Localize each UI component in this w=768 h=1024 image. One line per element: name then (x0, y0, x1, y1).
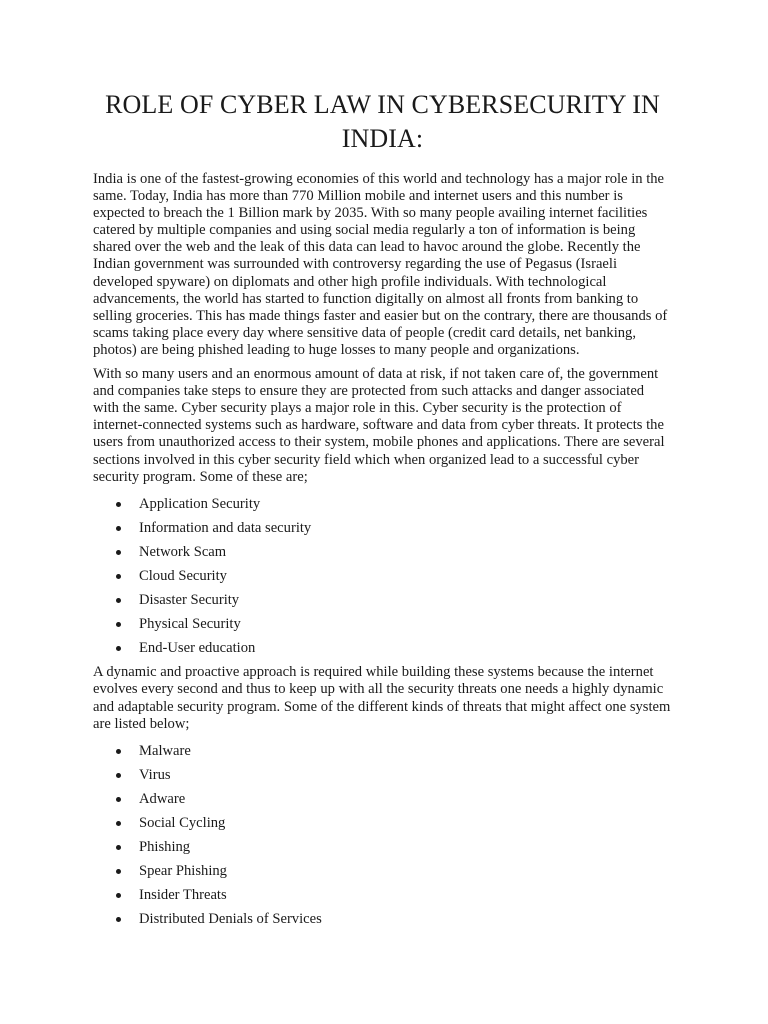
list-item-text: Cloud Security (139, 567, 227, 584)
list-item-text: Spear Phishing (139, 863, 227, 880)
list-item-text: Network Scam (139, 543, 227, 560)
list-item-text: Phishing (139, 839, 191, 856)
threats-list (93, 739, 672, 932)
title-line: ROLE OF CYBER LAW IN CYBERSECURITY IN (105, 90, 660, 119)
bullet-icon (116, 797, 121, 802)
list-item (93, 907, 672, 931)
bullet-icon (116, 773, 121, 778)
list-item-text: Malware (139, 742, 191, 759)
bullet-icon (116, 598, 121, 603)
bullet-icon (116, 917, 121, 922)
list-item-text: Adware (139, 790, 186, 807)
list-item-text: Insider Threats (139, 887, 227, 904)
bullet-icon (116, 821, 121, 826)
list-item-text: Physical Security (139, 616, 241, 633)
list-item-text: Distributed Denials of Services (139, 911, 322, 928)
list-item (93, 612, 672, 636)
bullet-icon (116, 502, 121, 507)
bullet-icon (116, 845, 121, 850)
list-item (93, 787, 672, 811)
list-item-text: Application Security (139, 495, 261, 512)
bullet-icon (116, 622, 121, 627)
list-item (93, 859, 672, 883)
list-item (93, 516, 672, 540)
bullet-icon (116, 646, 121, 651)
list-item (93, 811, 672, 835)
list-item (93, 564, 672, 588)
list-item-text: Information and data security (139, 519, 312, 536)
intro-paragraph: India is one of the fastest-growing economies of this world and technology has a major role in the same. Today, India has more than 770 Million mobile and internet users and this number is expected to breach the 1 Billion mark by 2035. With so many people availing internet facilities catered by multiple companies and using social media regularly a ton of information is being shared over the web and the leak of this data can lead to havoc around the globe. Recently the Indian government was surrounded with controversy regarding the use of Pegasus (Israeli developed spyware) on diplomats and other high profile individuals. With technological advancements, the world has started to function digitally on almost all fronts from banking to selling groceries. This has made things faster and easier but on the contrary, there are thousands of scams taking place every day where sensitive data of people (credit card details, net banking, photos) are being phished leading to huge losses to many people and organizations. (93, 171, 668, 358)
list-item-text: Social Cycling (139, 815, 226, 831)
list-item-text: End-User education (139, 640, 256, 657)
list-item (93, 883, 672, 907)
list-item (93, 739, 672, 763)
security-sections-list (93, 492, 672, 661)
bullet-icon (116, 749, 121, 754)
bullet-icon (116, 869, 121, 874)
list-item (93, 492, 672, 516)
list-item-text: Virus (139, 766, 171, 783)
list-item (93, 540, 672, 564)
cyber-security-paragraph: With so many users and an enormous amount of data at risk, if not taken care of, the government and companies take steps to ensure they are protected from such attacks and danger associated with the same. Cyber security plays a major role in this. Cyber security is the protection of internet-connected systems such as hardware, software and data from cyber threats. It protects the users from unauthorized access to their system, mobile phones and applications. There are several sections involved in this cyber security field which when organized lead to a successful cyber security program. Some of these are; (93, 366, 665, 485)
list-item (93, 588, 672, 612)
title-line: INDIA: (341, 124, 424, 153)
threats-paragraph: A dynamic and proactive approach is required while building these systems because the internet evolves every second and thus to keep up with all the security threats one needs a highly dynamic and adaptable security program. Some of the different kinds of threats that might affect one system are listed below; (93, 664, 671, 732)
list-item-text: Disaster Security (139, 592, 240, 609)
list-item (93, 835, 672, 859)
bullet-icon (116, 550, 121, 555)
bullet-icon (116, 526, 121, 531)
bullet-icon (116, 893, 121, 898)
bullet-icon (116, 574, 121, 579)
list-item (93, 636, 672, 660)
page-title (93, 88, 672, 156)
list-item (93, 763, 672, 787)
